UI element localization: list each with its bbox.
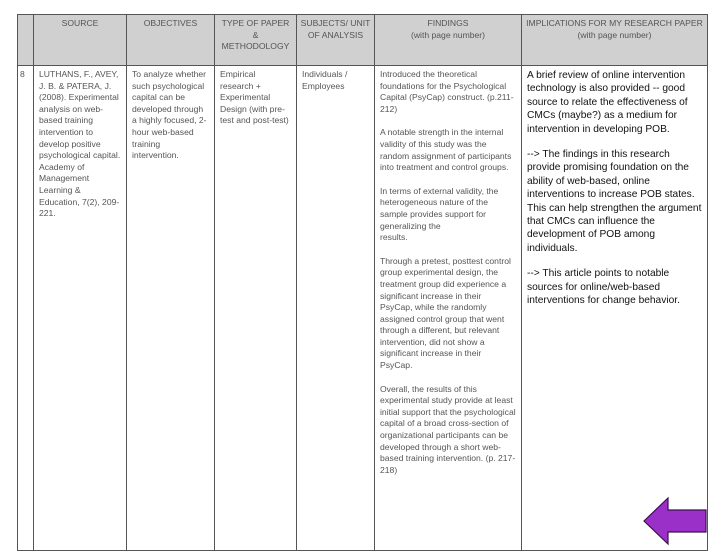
header-findings (375, 15, 522, 66)
table-row (18, 66, 708, 551)
findings-paragraph-2: A notable strength in the internal validity of this study was the random assignment of participants into treatment and control groups. (380, 127, 512, 173)
header-source: SOURCE (34, 15, 127, 66)
header-implications-subtitle: (with page number) (577, 29, 652, 40)
row-implications (522, 66, 708, 551)
left-arrow-icon[interactable] (642, 496, 708, 546)
header-implications (522, 15, 708, 66)
implications-paragraph-3: --> This article points to notable sources for online/web-based interventions for change behavior. (527, 268, 680, 307)
findings-paragraph-3: In terms of external validity, the heterogeneous nature of the sample provides support for generalizing the results. (380, 185, 499, 243)
implications-paragraph-2: --> The findings in this research provide promising foundation on the ability of web-based, online interventions to increase POB states. This can help strengthen the argument that CMCs can influence the development of POB among individuals. (527, 149, 702, 254)
row-subjects: Individuals / Employees (297, 66, 375, 551)
findings-paragraph-4: Through a pretest, posttest control group experimental design, the treatment group did experience a significant increase in their PsyCap, while the randomly assigned control group that went through a different, but relevant intervention, did not show a significant increase in their PsyCap. (380, 255, 511, 371)
research-matrix-table (17, 14, 708, 551)
findings-paragraph-5: Overall, the results of this experimental study provide at least initial support that the psychological capital of a broad cross-section of organizational participants can be developed through a short web-based training intervention. (p. 217-218) (380, 383, 516, 475)
row-type-of-paper: Empirical research + Experimental Design (with pre-test and post-test) (215, 66, 297, 551)
left-arrow-shape[interactable] (644, 498, 706, 544)
header-type-of-paper: TYPE OF PAPER & METHODOLOGY (215, 15, 297, 66)
header-row (18, 15, 708, 66)
header-number (18, 15, 34, 66)
header-findings-subtitle: (with page number) (410, 29, 486, 40)
implications-paragraph-1: A brief review of online intervention technology is also provided -- good source to relate the effectiveness of CMCs (maybe?) as a medium for intervention in developing POB. (527, 70, 688, 135)
header-subjects: SUBJECTS/ UNIT OF ANALYSIS (297, 15, 375, 66)
header-findings-title: FINDINGS (427, 18, 469, 28)
row-number: 8 (18, 66, 34, 551)
row-findings (375, 66, 522, 551)
row-objectives: To analyze whether such psychological capital can be developed through a highly focused, 2-hour web-based training intervention. (127, 66, 215, 551)
row-source: LUTHANS, F., AVEY, J. B. & PATERA, J. (2008). Experimental analysis on web-based training intervention to develop positive psychological capital. Academy of Management Learning & Education, 7(2), 209-221. (34, 66, 127, 551)
header-objectives: OBJECTIVES (127, 15, 215, 66)
header-implications-title: IMPLICATIONS FOR MY RESEARCH PAPER (526, 18, 703, 28)
findings-paragraph-1: Introduced the theoretical foundations for the Psychological Capital (PsyCap) construct. (p.211-212) (380, 69, 514, 114)
